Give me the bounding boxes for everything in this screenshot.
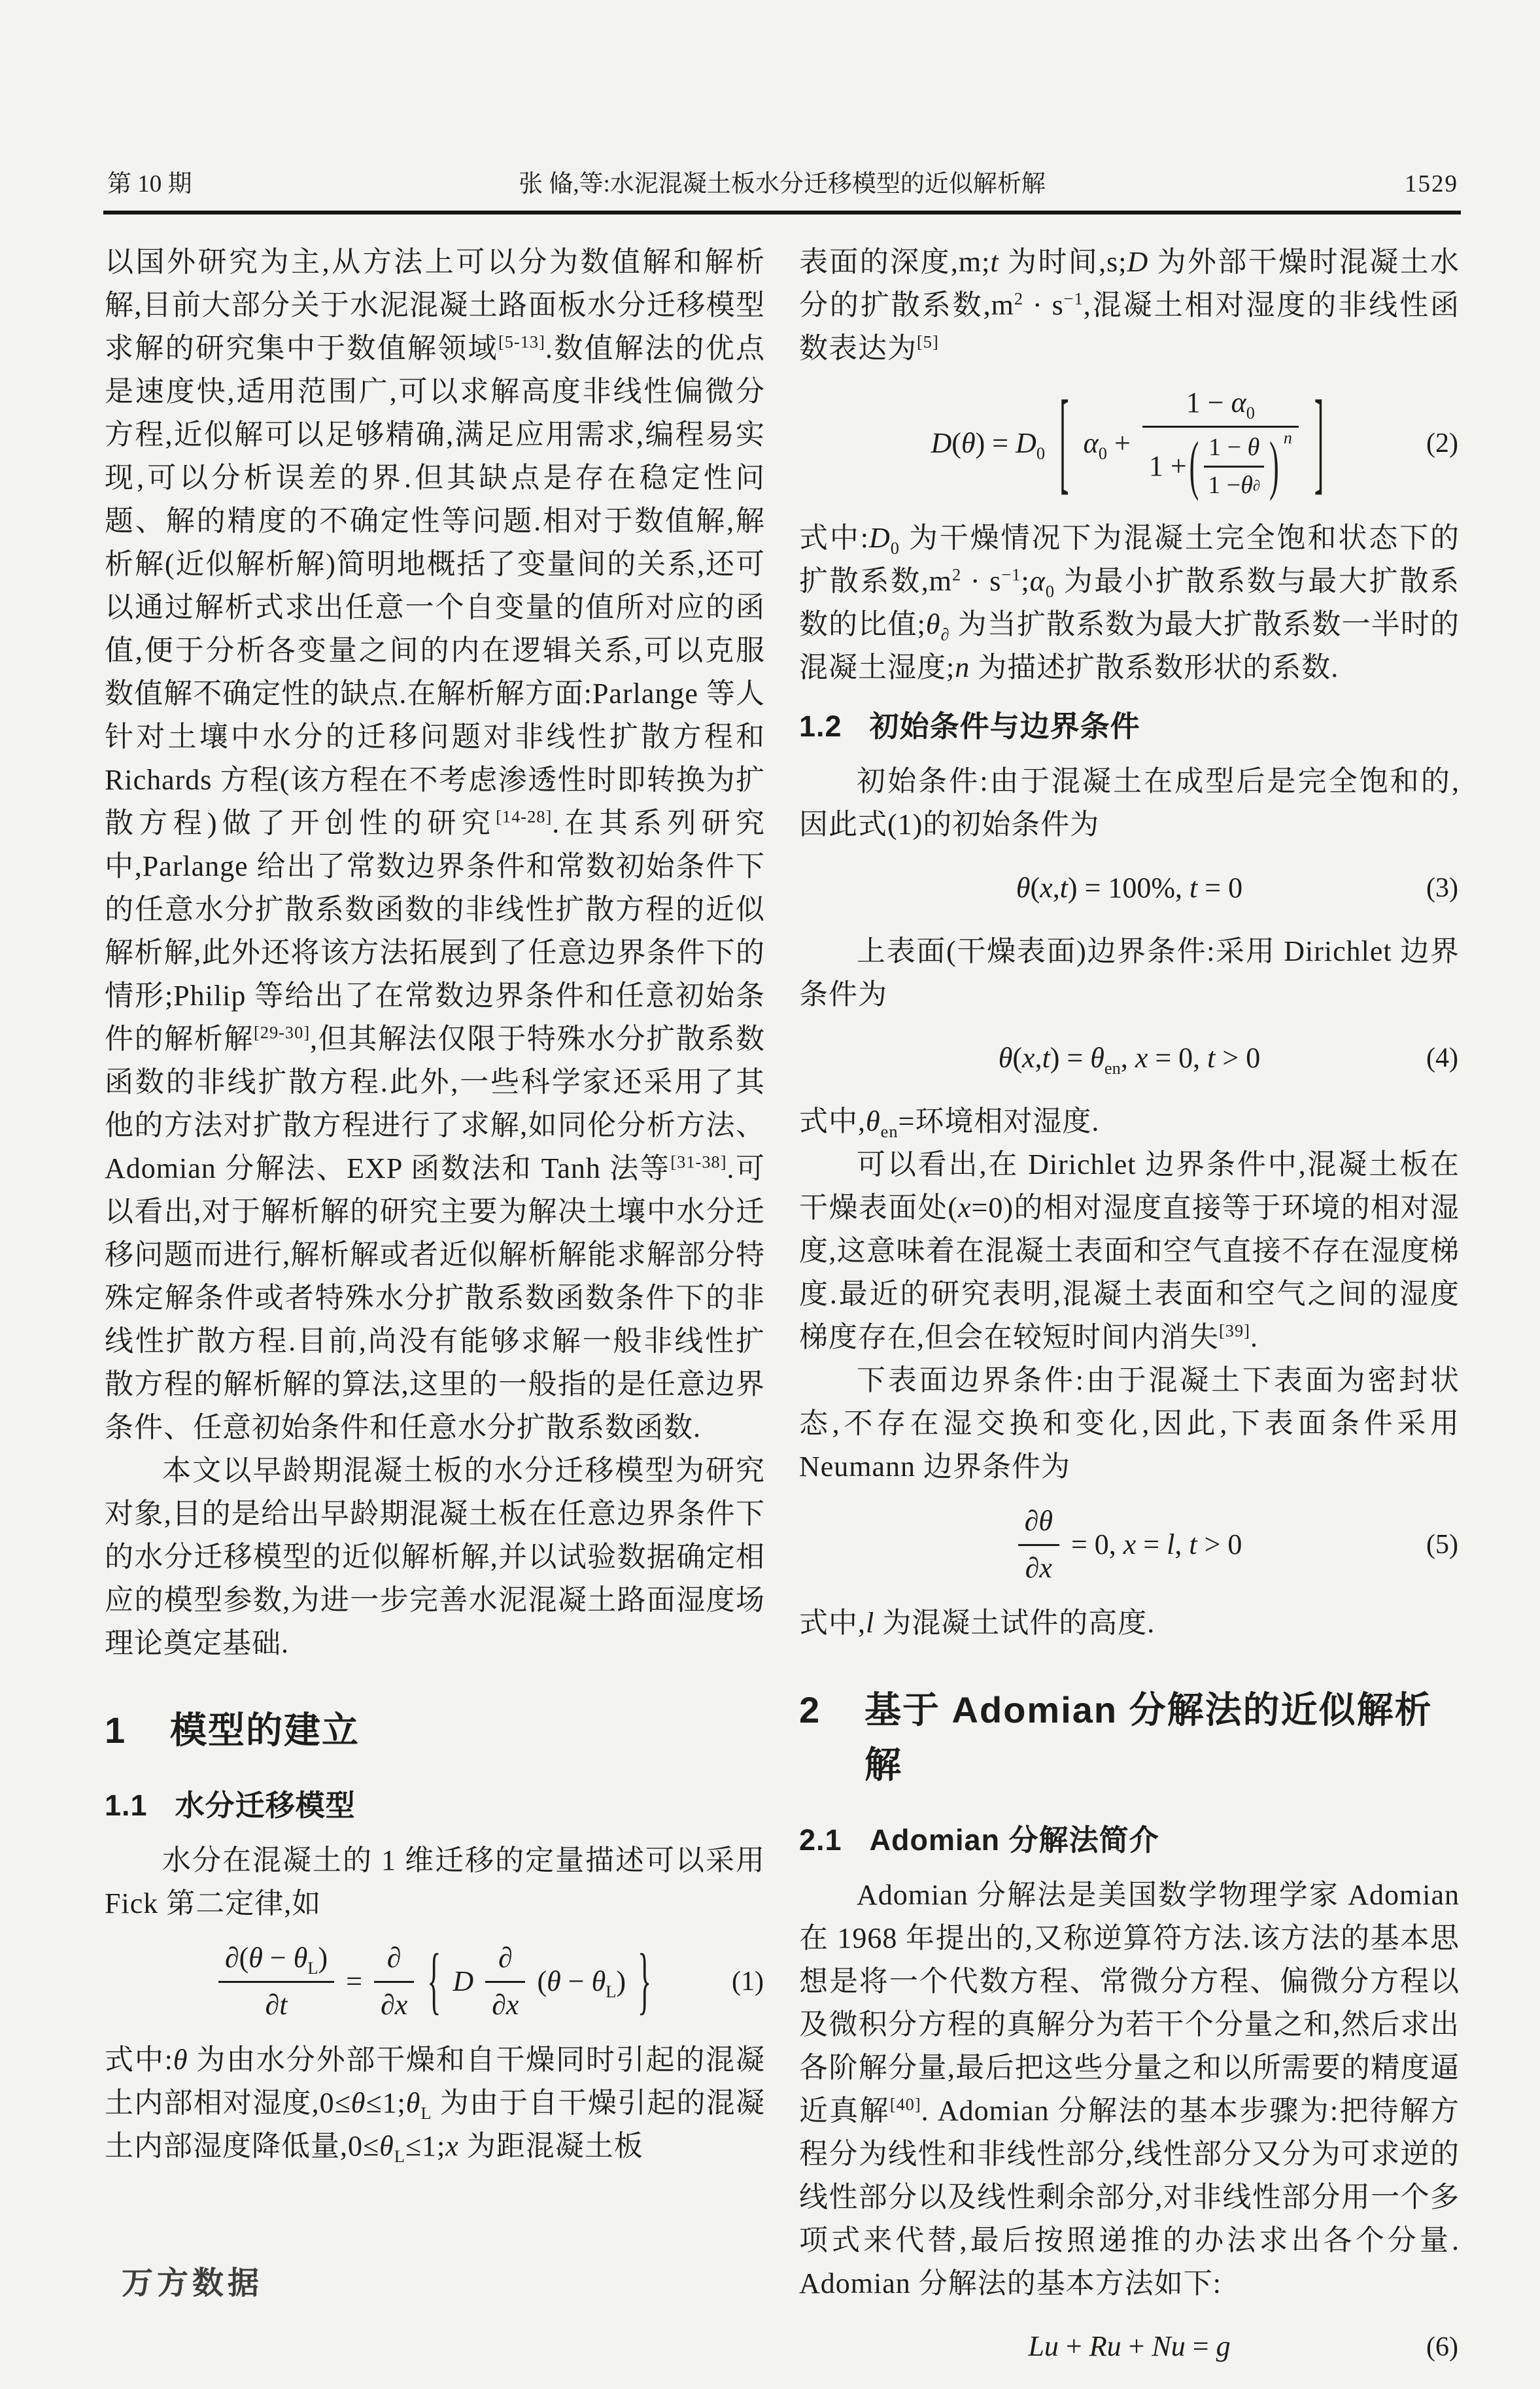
equals-sign: = [346,1965,362,1997]
section-1-1-title: 水分迁移模型 [175,1789,356,1822]
left-bracket: [ [1059,377,1069,506]
section-2-1-title: Adomian 分解法简介 [869,1823,1159,1857]
equation-3: θ(x,t) = 100%, t = 0 (3) [1016,871,1458,904]
section-2-1-number: 2.1 [799,1823,842,1857]
page-header [105,165,1460,204]
equation-2: $D(\theta) = D_0$ [ $\alpha_0$ + $1 - \alpha_0$ 1 + ( 1 − θ 1 − θ ∂ ) n ] (2) [799,386,1460,501]
section-2-heading [799,1683,1460,1793]
left-paren: ( [1189,428,1199,503]
equation-1-legend: 式中:θ 为由水分外部干燥和自干燥同时引起的混凝土内部相对湿度$,0\le\theta\le 1;\theta_L$ 为由于自干燥引起的混凝土内部湿度降低量$,0\le\theta_L\le 1;x$ 为距混凝土板 [105,2043,766,2166]
section-1-1-number: 1.1 [105,1789,148,1822]
header-page-number: 1529 [1405,171,1458,198]
equation-2-legend: 式中$:D_0$ 为干燥情况下为混凝土完全饱和状态下的扩散系数$,m^2$ · $s^{-1};\alpha_0$ 为最小扩散系数与最大扩散系数的比值$;\theta_\partial$ 为当扩散系数为最大扩散系数一半时的混凝土湿度;n 为描述扩散系数形状的系数. [799,521,1460,683]
exponent-n: n [1283,428,1292,448]
initial-condition-paragraph: 初始条件:由于混凝土在成型后是完全饱和的,因此式(1)的初始条件为 [799,765,1460,840]
section-1-number: 1 [105,1710,127,1751]
header-running-title: 张 偹,等:水泥混凝土板水分迁移模型的近似解析解 [519,171,1046,198]
section-2-number: 2 [799,1689,821,1730]
equation-5-number: (5) [1426,1530,1458,1560]
upper-boundary-paragraph: 上表面(干燥表面)边界条件:采用 Dirichlet 边界条件为 [799,935,1460,1010]
section-1-heading [105,1703,765,1758]
section-2-title: 基于 Adomian 分解法的近似解析解 [864,1689,1433,1785]
inner-fraction: 1 − θ 1 − θ ∂ [1204,433,1264,501]
section-2-1-heading [799,1820,1460,1861]
equation-1-number: (1) [732,1967,764,1997]
fraction: ∂ ∂ x [485,1941,525,2023]
section-1-title: 模型的建立 [170,1710,360,1751]
left-brace: { [427,1938,441,2022]
equation-5-legend: 式中,l 为混凝土试件的高度. [799,1606,1155,1639]
equation-4-number: (4) [1426,1042,1458,1073]
body-columns [105,241,1460,2389]
fraction: $\partial(\theta - \theta_L)$ ∂ t [218,1941,334,2023]
equation-6-number: (6) [1426,2331,1458,2362]
adomian-intro-paragraph: Adomian 分解法是美国数学物理学家 Adomian 在 1968 年提出的,又称逆算符方法.该方法的基本思想是将一个代数方程、常微分方程、偏微分方程以及微积分方程的真解分为若干个分量之和,然后求出各阶解分量,最后把这些分量之和以所需要的精度逼近真解[40]. Adomian 分解法的基本步骤为:把待解方程分为线性和非线性部分,线性部分又分为可求逆的线性部分以及线性剩余部分,对非线性部分用一个多项式来代替,最后按照递推的办法求出各个分量. Adomian 分解法的基本方法如下: [799,1878,1460,2299]
section-1-2-number: 1.2 [799,709,842,743]
right-paren: ) [1269,428,1279,503]
intro-paragraph-aim: 本文以早龄期混凝土板的水分迁移模型为研究对象,目的是给出早龄期混凝土板在任意边界条件下的水分迁移模型的近似解析解,并以试验数据确定相应的模型参数,为进一步完善水泥混凝土路面湿度场理论奠定基础. [105,1454,765,1659]
lower-boundary-paragraph: 下表面边界条件:由于混凝土下表面为密封状态,不存在湿交换和变化,因此,下表面条件采用 Neumann 边界条件为 [799,1364,1460,1483]
right-brace: } [637,1938,652,2022]
left-column [105,241,765,2389]
equation-4: $\theta(x,t) = \theta_{en}$, x = 0, t > 0 (4) [998,1041,1458,1078]
right-bracket: ] [1314,377,1324,506]
equation-5: ∂θ ∂ x = 0, x = l, t > 0 (5) [799,1504,1460,1586]
dirichlet-discussion-paragraph: 可以看出,在 Dirichlet 边界条件中,混凝土板在干燥表面处(x=0)的相对湿度直接等于环境的相对湿度,这意味着在混凝土表面和空气直接不存在湿度梯度.最近的研究表明,混凝土表面和空气之间的湿度梯度存在,但会在较短时间内消失[39]. [799,1148,1460,1353]
right-column [799,241,1460,2389]
equation-2-number: (2) [1426,428,1458,458]
section-1-2-title: 初始条件与边界条件 [869,709,1140,743]
equation-3-number: (3) [1426,872,1458,903]
equation-4-legend: 式中$,\theta_{en}=$环境相对湿度. [799,1105,1100,1141]
section-1-1-heading [105,1785,765,1826]
fraction: ∂ ∂ x [374,1941,414,2023]
diffusion-coefficient-paragraph: 表面的深度,m;t 为时间,s;D 为外部干燥时混凝土水分的扩散系数$,m^2 \cdot s^{-1}$,混凝土相对湿度的非线性函数表达为[5] [799,246,1460,364]
equation-6: Lu + Ru + Nu = g (6) [1028,2330,1458,2363]
intro-paragraph-continued: 以国外研究为主,从方法上可以分为数值解和解析解,目前大部分关于水泥混凝土路面板水分迁移模型求解的研究集中于数值解领域[5-13].数值解法的优点是速度快,适用范围广,可以求解高度非线性偏微分方程,近似解可以足够精确,满足应用需求,编程易实现,可以分析误差的界.但其缺点是存在稳定性问题、解的精度的不确定性等问题.相对于数值解,解析解(近似解析解)简明地概括了变量间的关系,还可以通过解析式求出任意一个自变量的值所对应的函值,便于分析各变量之间的内在逻辑关系,可以克服数值解不确定性的缺点.在解析解方面:Parlange 等人针对土壤中水分的迁移问题对非线性扩散方程和 Richards 方程(该方程在不考虑渗透性时即转换为扩散方程)做了开创性的研究[14-28].在其系列研究中,Parlange 给出了常数边界条件和常数初始条件下的任意水分扩散系数函数的非线性扩散方程的近似解析解,此外还将该方法拓展到了任意边界条件下的情形;Philip 等给出了在常数边界条件和任意初始条件的解析解[29-30],但其解法仅限于特殊水分扩散系数函数的非线扩散方程.此外,一些科学家还采用了其他的方法对扩散方程进行了求解,如同伦分析方法、Adomian 分解法、EXP 函数法和 Tanh 法等[31-38].可以看出,对于解析解的研究主要为解决土壤中水分迁移问题而进行,解析解或者近似解析解能求解部分特殊定解条件或者特殊水分扩散系数函数条件下的非线性扩散方程.目前,尚没有能够求解一般非线性扩散方程的解析解的算法,这里的一般指的是任意边界条件、任意初始条件和任意水分扩散系数函数. [105,246,766,1443]
header-rule [103,211,1461,215]
wanfang-watermark: 万方数据 [122,2266,264,2301]
fick-law-intro-paragraph: 水分在混凝土的 1 维迁移的定量描述可以采用 Fick 第二定律,如 [105,1844,765,1919]
fraction: ∂θ ∂ x [1018,1504,1059,1586]
equation-1: $\partial(\theta - \theta_L)$ ∂ t = ∂ ∂ x { D ∂ ∂ x $(\theta - \theta_L)$ } (1) [105,1941,765,2023]
header-issue: 第 10 期 [107,171,192,198]
section-1-2-heading [799,706,1460,747]
fraction: $1 - \alpha_0$ 1 + ( 1 − θ 1 − θ ∂ ) n [1142,386,1299,501]
